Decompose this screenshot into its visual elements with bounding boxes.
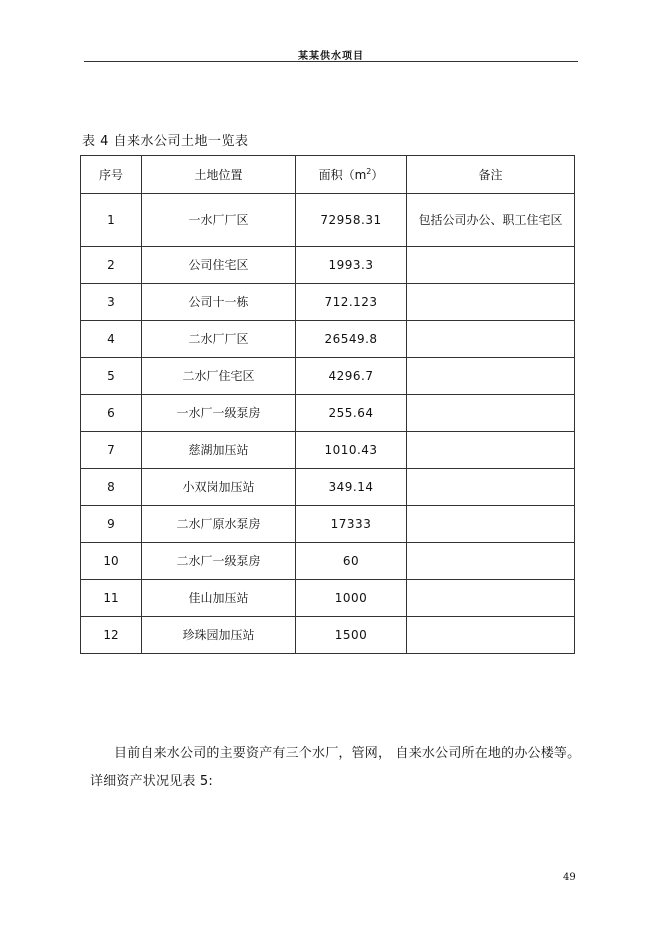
cell-location: 二水厂原水泵房 (142, 506, 296, 543)
table-caption: 表 4 自来水公司土地一览表 (82, 134, 249, 149)
cell-area: 1500 (296, 617, 407, 654)
page-number: 49 (563, 872, 576, 883)
cell-note (407, 506, 575, 543)
column-header-location: 土地位置 (142, 156, 296, 194)
table-row (81, 358, 575, 395)
cell-no: 9 (81, 506, 142, 543)
cell-area: 1010.43 (296, 432, 407, 469)
cell-no: 10 (81, 543, 142, 580)
cell-no: 3 (81, 284, 142, 321)
column-header-area (296, 156, 407, 194)
cell-note: 包括公司办公、职工住宅区 (407, 194, 575, 247)
cell-location: 小双岗加压站 (142, 469, 296, 506)
land-table (80, 155, 575, 654)
cell-location: 公司住宅区 (142, 247, 296, 284)
table-header-row (81, 156, 575, 194)
page-header-title: 某某供水项目 (298, 51, 364, 62)
cell-note (407, 617, 575, 654)
table-row (81, 506, 575, 543)
cell-location: 佳山加压站 (142, 580, 296, 617)
cell-area: 72958.31 (296, 194, 407, 247)
cell-area: 712.123 (296, 284, 407, 321)
column-header-area-prefix: 面积（m (318, 167, 367, 182)
table-row (81, 247, 575, 284)
cell-note (407, 284, 575, 321)
cell-no: 11 (81, 580, 142, 617)
cell-note (407, 247, 575, 284)
cell-area: 255.64 (296, 395, 407, 432)
cell-note (407, 358, 575, 395)
cell-area: 349.14 (296, 469, 407, 506)
cell-no: 1 (81, 194, 142, 247)
cell-no: 4 (81, 321, 142, 358)
column-header-area-suffix: ） (371, 167, 384, 182)
cell-no: 5 (81, 358, 142, 395)
cell-note (407, 469, 575, 506)
table-row (81, 543, 575, 580)
cell-location: 公司十一栋 (142, 284, 296, 321)
table-row (81, 194, 575, 247)
body-paragraph: 目前自来水公司的主要资产有三个水厂，管网， 自来水公司所在地的办公楼等。详细资产状况见表 5: (90, 746, 581, 789)
cell-note (407, 395, 575, 432)
cell-note (407, 321, 575, 358)
column-header-area-superscript: 2 (366, 166, 372, 176)
cell-location: 二水厂厂区 (142, 321, 296, 358)
cell-note (407, 543, 575, 580)
cell-area: 4296.7 (296, 358, 407, 395)
cell-no: 2 (81, 247, 142, 284)
cell-area: 60 (296, 543, 407, 580)
cell-area: 1000 (296, 580, 407, 617)
column-header-no: 序号 (81, 156, 142, 194)
cell-location: 珍珠园加压站 (142, 617, 296, 654)
cell-location: 二水厂一级泵房 (142, 543, 296, 580)
table-row (81, 469, 575, 506)
cell-location: 慈湖加压站 (142, 432, 296, 469)
cell-no: 12 (81, 617, 142, 654)
table-row (81, 284, 575, 321)
table-row (81, 580, 575, 617)
column-header-note: 备注 (407, 156, 575, 194)
cell-area: 26549.8 (296, 321, 407, 358)
cell-location: 二水厂住宅区 (142, 358, 296, 395)
cell-note (407, 580, 575, 617)
table-row (81, 395, 575, 432)
cell-no: 7 (81, 432, 142, 469)
cell-area: 1993.3 (296, 247, 407, 284)
header-divider (84, 61, 578, 62)
cell-location: 一水厂一级泵房 (142, 395, 296, 432)
cell-area: 17333 (296, 506, 407, 543)
table-row (81, 432, 575, 469)
cell-location: 一水厂厂区 (142, 194, 296, 247)
table-row (81, 321, 575, 358)
table-row (81, 617, 575, 654)
cell-no: 6 (81, 395, 142, 432)
cell-no: 8 (81, 469, 142, 506)
cell-note (407, 432, 575, 469)
